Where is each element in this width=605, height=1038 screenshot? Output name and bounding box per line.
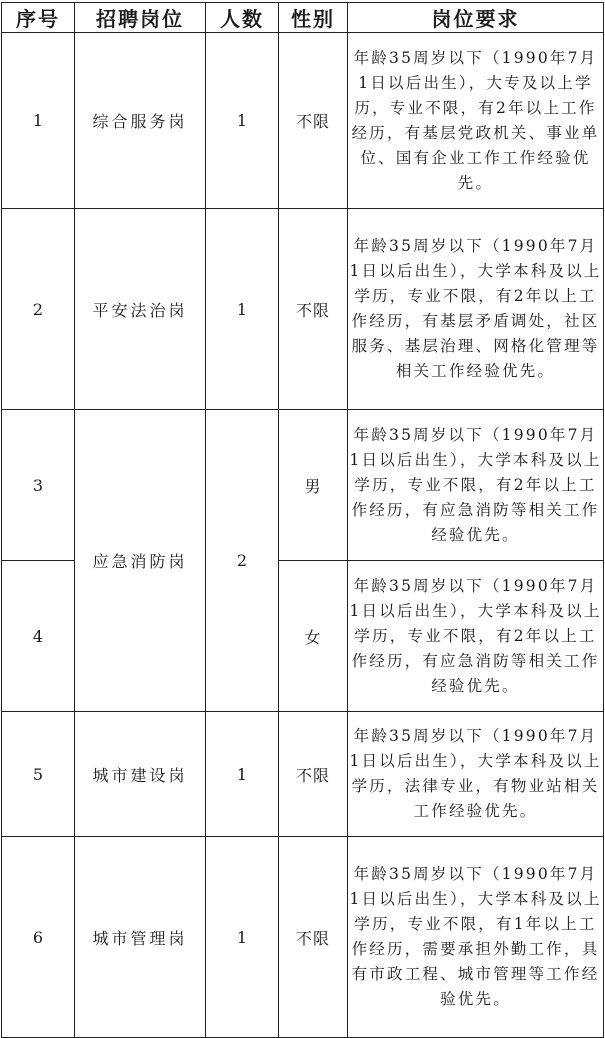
recruitment-table <box>1 2 604 1038</box>
cell-requirement: 年龄35周岁以下（1990年7月1日以后出生），大学本科及以上学历，专业不限，有2年以上工作经历，有应急消防等相关工作经验优先。 <box>348 410 604 561</box>
cell-count: 1 <box>206 837 279 1038</box>
cell-count: 2 <box>206 410 279 712</box>
table-row <box>2 712 604 837</box>
header-seq: 序号 <box>2 3 75 33</box>
cell-requirement: 年龄35周岁以下（1990年7月1日以后出生），大学本科及以上学历，专业不限，有2年以上工作经历，有应急消防等相关工作经验优先。 <box>348 561 604 712</box>
cell-gender: 不限 <box>279 209 348 410</box>
header-gender: 性别 <box>279 3 348 33</box>
cell-gender: 女 <box>279 561 348 712</box>
cell-seq: 6 <box>2 837 75 1038</box>
cell-gender: 不限 <box>279 712 348 837</box>
cell-post: 综合服务岗 <box>75 33 206 209</box>
header-count: 人数 <box>206 3 279 33</box>
cell-seq: 3 <box>2 410 75 561</box>
cell-post: 城市建设岗 <box>75 712 206 837</box>
header-row <box>2 3 604 33</box>
cell-seq: 5 <box>2 712 75 837</box>
table-row <box>2 209 604 410</box>
cell-gender: 不限 <box>279 837 348 1038</box>
cell-gender: 男 <box>279 410 348 561</box>
cell-post: 城市管理岗 <box>75 837 206 1038</box>
cell-seq: 2 <box>2 209 75 410</box>
cell-requirement: 年龄35周岁以下（1990年7月1日以后出生），大专及以上学历，专业不限，有2年以上工作经历，有基层党政机关、事业单位、国有企业工作工作经验优先。 <box>348 33 604 209</box>
cell-seq: 4 <box>2 561 75 712</box>
cell-gender: 不限 <box>279 33 348 209</box>
cell-count: 1 <box>206 209 279 410</box>
table-row <box>2 410 604 561</box>
cell-post: 应急消防岗 <box>75 410 206 712</box>
table-row <box>2 837 604 1038</box>
cell-count: 1 <box>206 712 279 837</box>
table-row <box>2 33 604 209</box>
cell-post: 平安法治岗 <box>75 209 206 410</box>
header-requirement: 岗位要求 <box>348 3 604 33</box>
cell-requirement: 年龄35周岁以下（1990年7月1日以后出生），大学本科及以上学历，专业不限，有2年以上工作经历，有基层矛盾调处，社区服务、基层治理、网格化管理等相关工作经验优先。 <box>348 209 604 410</box>
cell-requirement: 年龄35周岁以下（1990年7月1日以后出生），大学本科及以上学历，法律专业，有物业站相关工作经验优先。 <box>348 712 604 837</box>
header-post: 招聘岗位 <box>75 3 206 33</box>
cell-requirement: 年龄35周岁以下（1990年7月1日以后出生），大学本科及以上学历，专业不限，有1年以上工作经历，需要承担外勤工作，具有市政工程、城市管理等工作经验优先。 <box>348 837 604 1038</box>
cell-seq: 1 <box>2 33 75 209</box>
cell-count: 1 <box>206 33 279 209</box>
